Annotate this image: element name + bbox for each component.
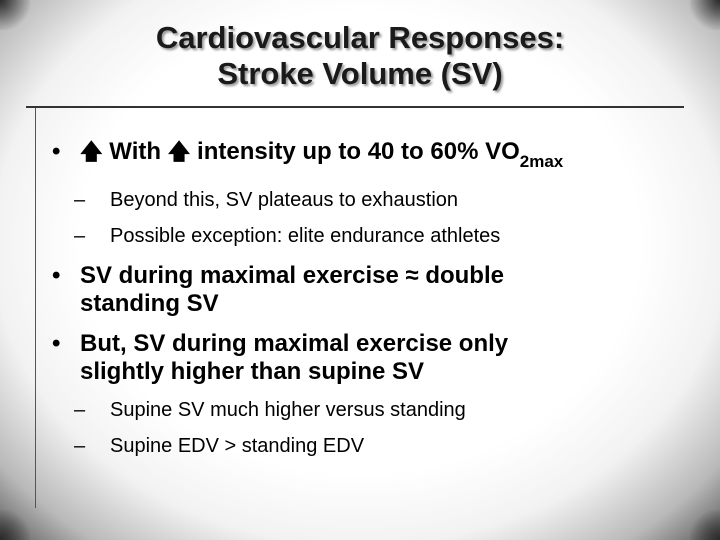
bullet-intensity bbox=[52, 138, 672, 176]
bullet-text: intensity up to 40 to 60% VO bbox=[197, 138, 520, 165]
subbullet bbox=[52, 224, 672, 248]
frame-corner bbox=[0, 510, 30, 540]
bullet-text: But, SV during maximal exercise only bbox=[80, 330, 509, 357]
up-arrow-icon: 🡅 bbox=[167, 139, 191, 164]
bullet-text: slightly higher than supine SV bbox=[80, 358, 425, 385]
subbullet-text: Possible exception: elite endurance athletes bbox=[110, 225, 501, 247]
bullet-marker: • bbox=[52, 330, 61, 357]
dash-marker: – bbox=[74, 189, 86, 211]
up-arrow-icon: 🡅 bbox=[80, 139, 103, 164]
dash-marker: – bbox=[74, 225, 86, 247]
bullet-marker: • bbox=[52, 138, 61, 165]
title-divider bbox=[26, 106, 684, 108]
dash-marker: – bbox=[74, 435, 86, 457]
slide-body bbox=[52, 138, 672, 458]
subbullet-text: Supine EDV > standing EDV bbox=[110, 435, 365, 457]
bullet-maximal-exercise bbox=[52, 262, 672, 318]
subbullet bbox=[52, 188, 672, 212]
slide-title bbox=[0, 20, 720, 92]
bullet-text: standing SV bbox=[80, 290, 219, 317]
subbullet bbox=[52, 434, 672, 458]
bullet-text: SV during maximal exercise ≈ double bbox=[80, 262, 504, 289]
dash-marker: – bbox=[74, 399, 86, 421]
subbullet-text: Supine SV much higher versus standing bbox=[110, 399, 466, 421]
title-line-2: Stroke Volume (SV) bbox=[217, 56, 503, 91]
bullet-marker: • bbox=[52, 262, 61, 289]
frame-corner bbox=[690, 510, 720, 540]
title-line-1: Cardiovascular Responses: bbox=[155, 20, 565, 55]
subbullet-text: Beyond this, SV plateaus to exhaustion bbox=[110, 189, 459, 211]
left-rule bbox=[35, 108, 36, 508]
vo2max-subscript: 2max bbox=[519, 152, 564, 171]
bullet-text: With bbox=[109, 138, 162, 165]
bullet-supine bbox=[52, 330, 672, 386]
subbullet bbox=[52, 398, 672, 422]
